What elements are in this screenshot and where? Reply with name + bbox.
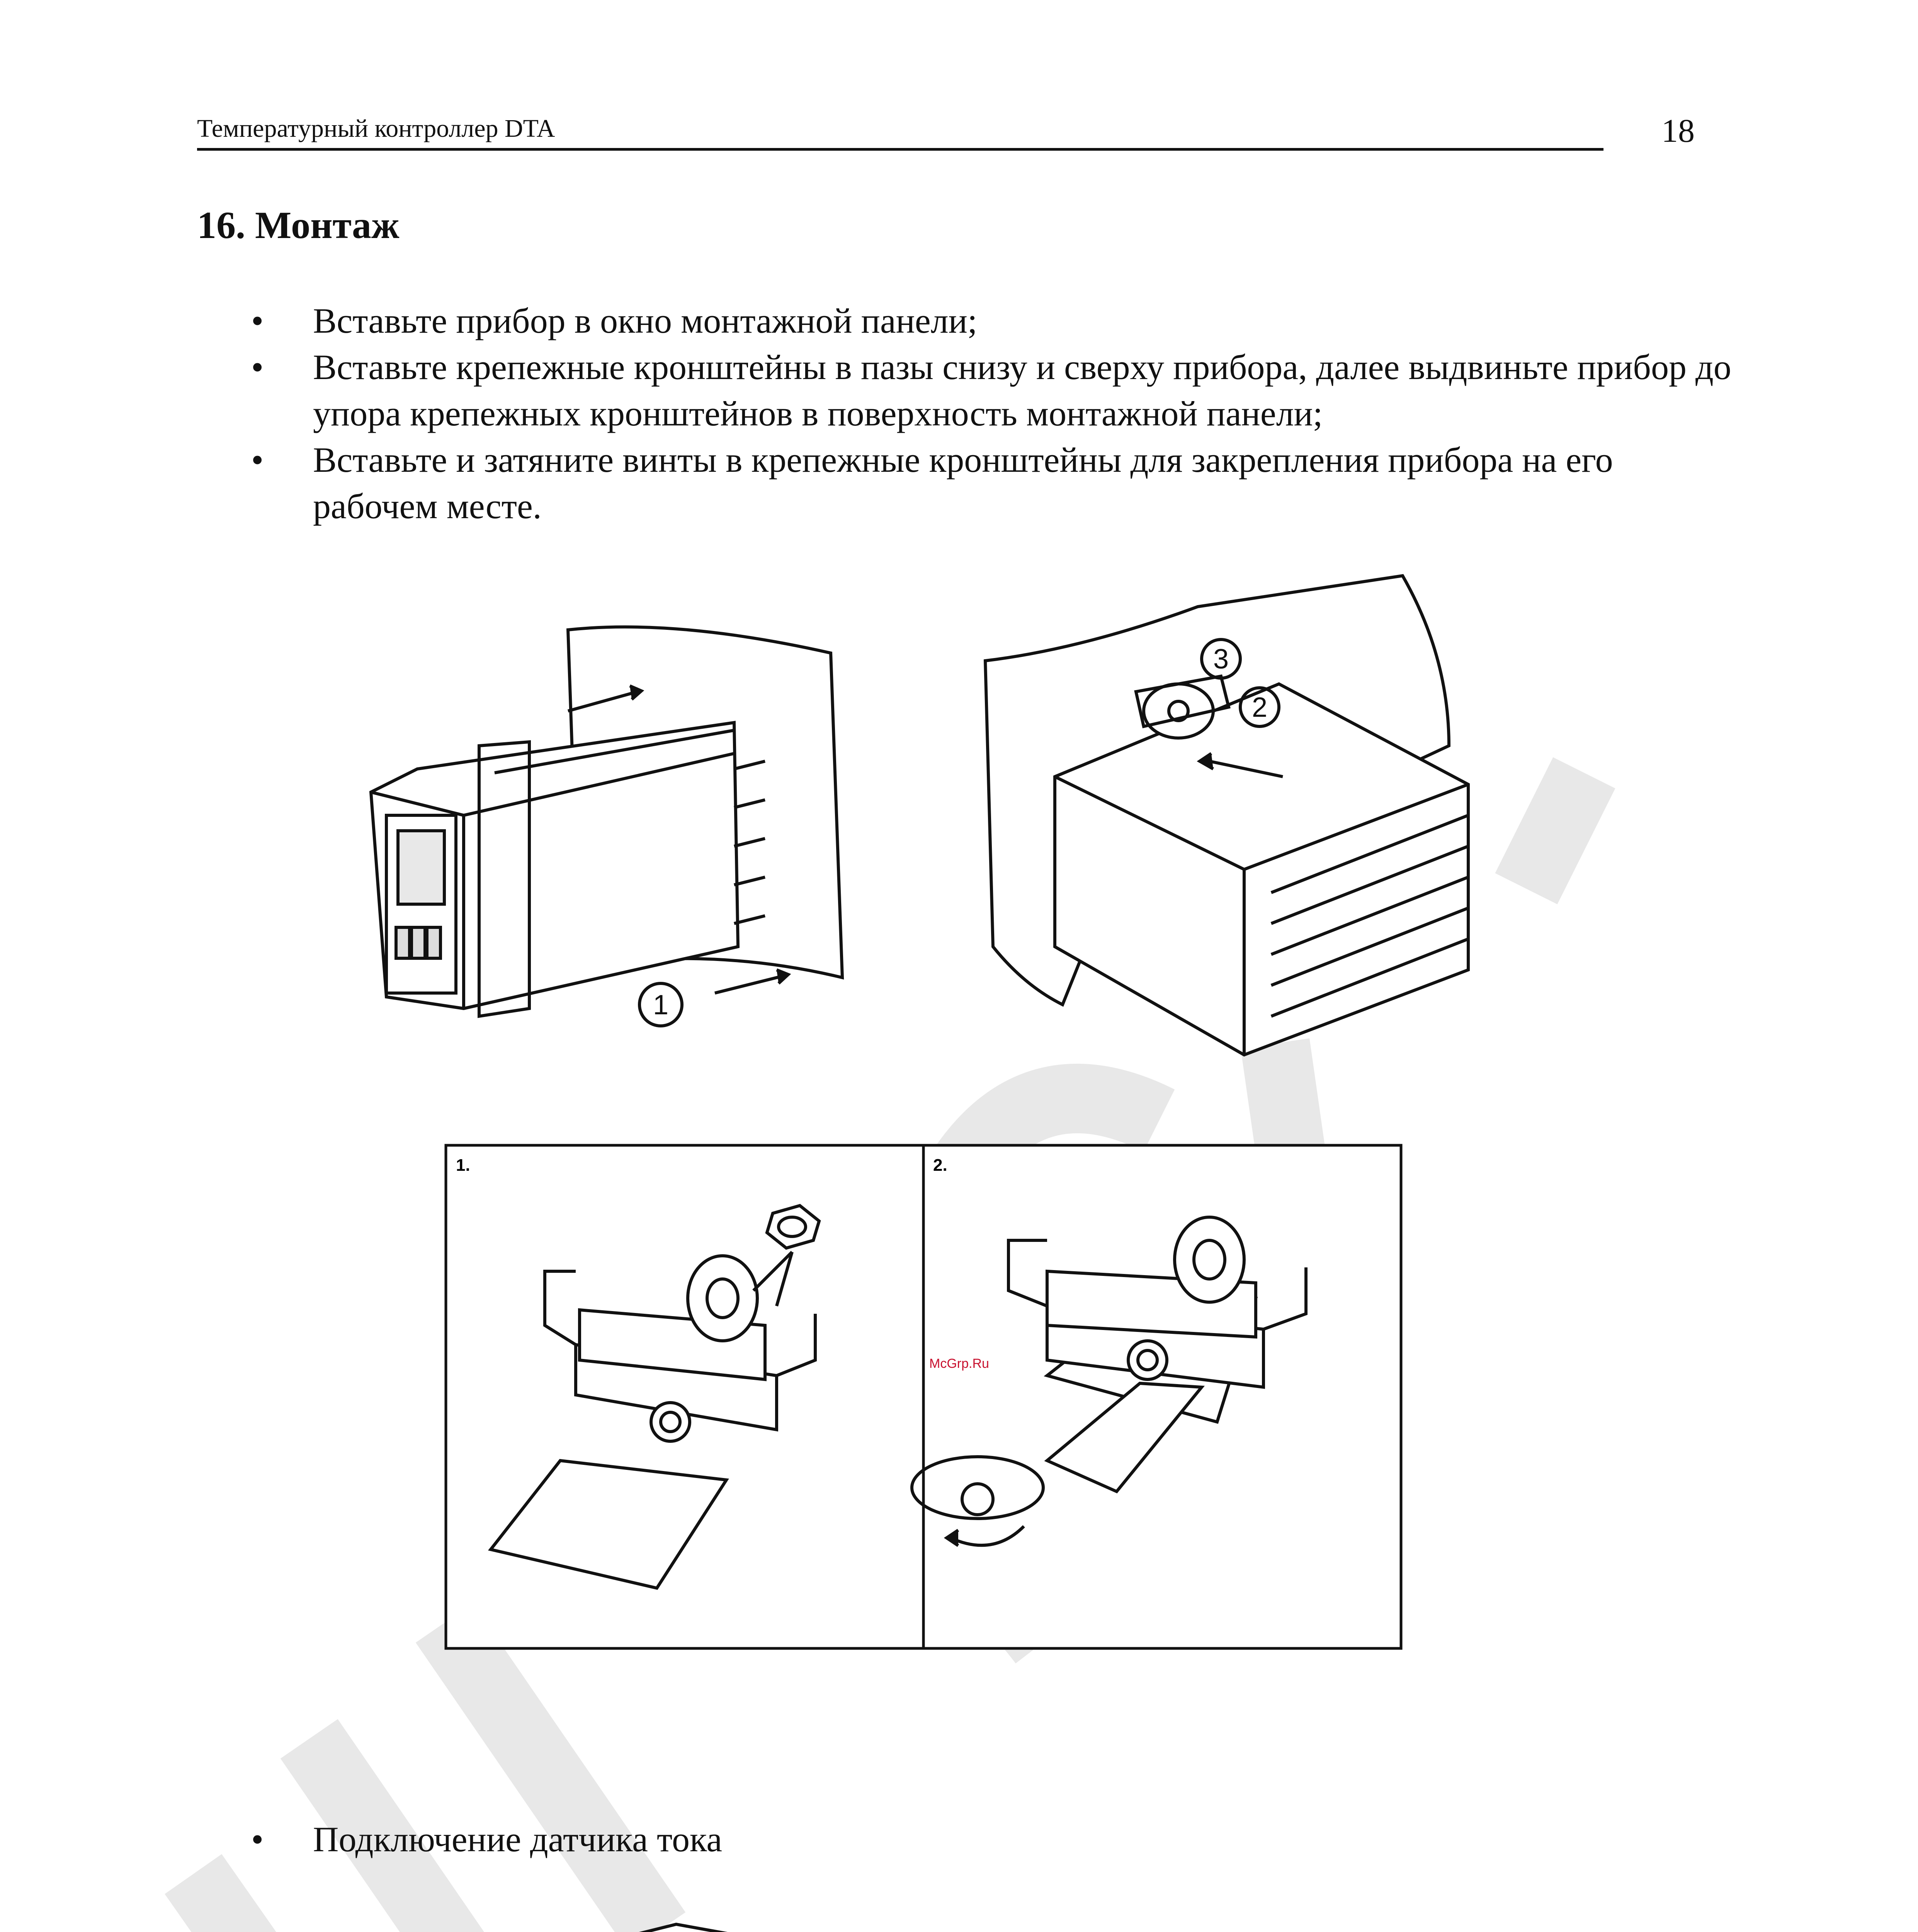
panel-label: 1. [456,1156,470,1175]
section-title: 16. Монтаж [197,204,400,247]
instruction-item: • Вставьте и затяните винты в крепежные кронштейны для закрепления прибора на его рабочем месте. [251,437,1739,529]
sensor-figure [541,1913,1352,1932]
mounting-figure [328,560,1642,1082]
header-rule [197,148,1603,151]
instruction-item: • Вставьте крепежные кронштейны в пазы снизу и сверху прибора, далее выдвиньте прибор до упора крепежных кронштейнов в поверхность монтажной панели; [251,344,1739,437]
header-title: Температурный контроллер DTA [197,114,555,143]
watermark-link: McGrp.Ru [929,1356,989,1371]
step-label: 1 [653,990,669,1020]
instruction-item: • Вставьте прибор в окно монтажной панели; [251,298,1739,344]
panel-label: 2. [933,1156,947,1175]
sensor-bullet: • Подключение датчика тока [251,1816,1410,1862]
step-label: 3 [1213,644,1229,675]
instruction-list [251,298,1739,529]
bracket-figure [444,1144,1403,1650]
page-number: 18 [1661,112,1695,149]
sensor-list [251,1816,1410,1862]
step-label: 2 [1251,692,1268,723]
